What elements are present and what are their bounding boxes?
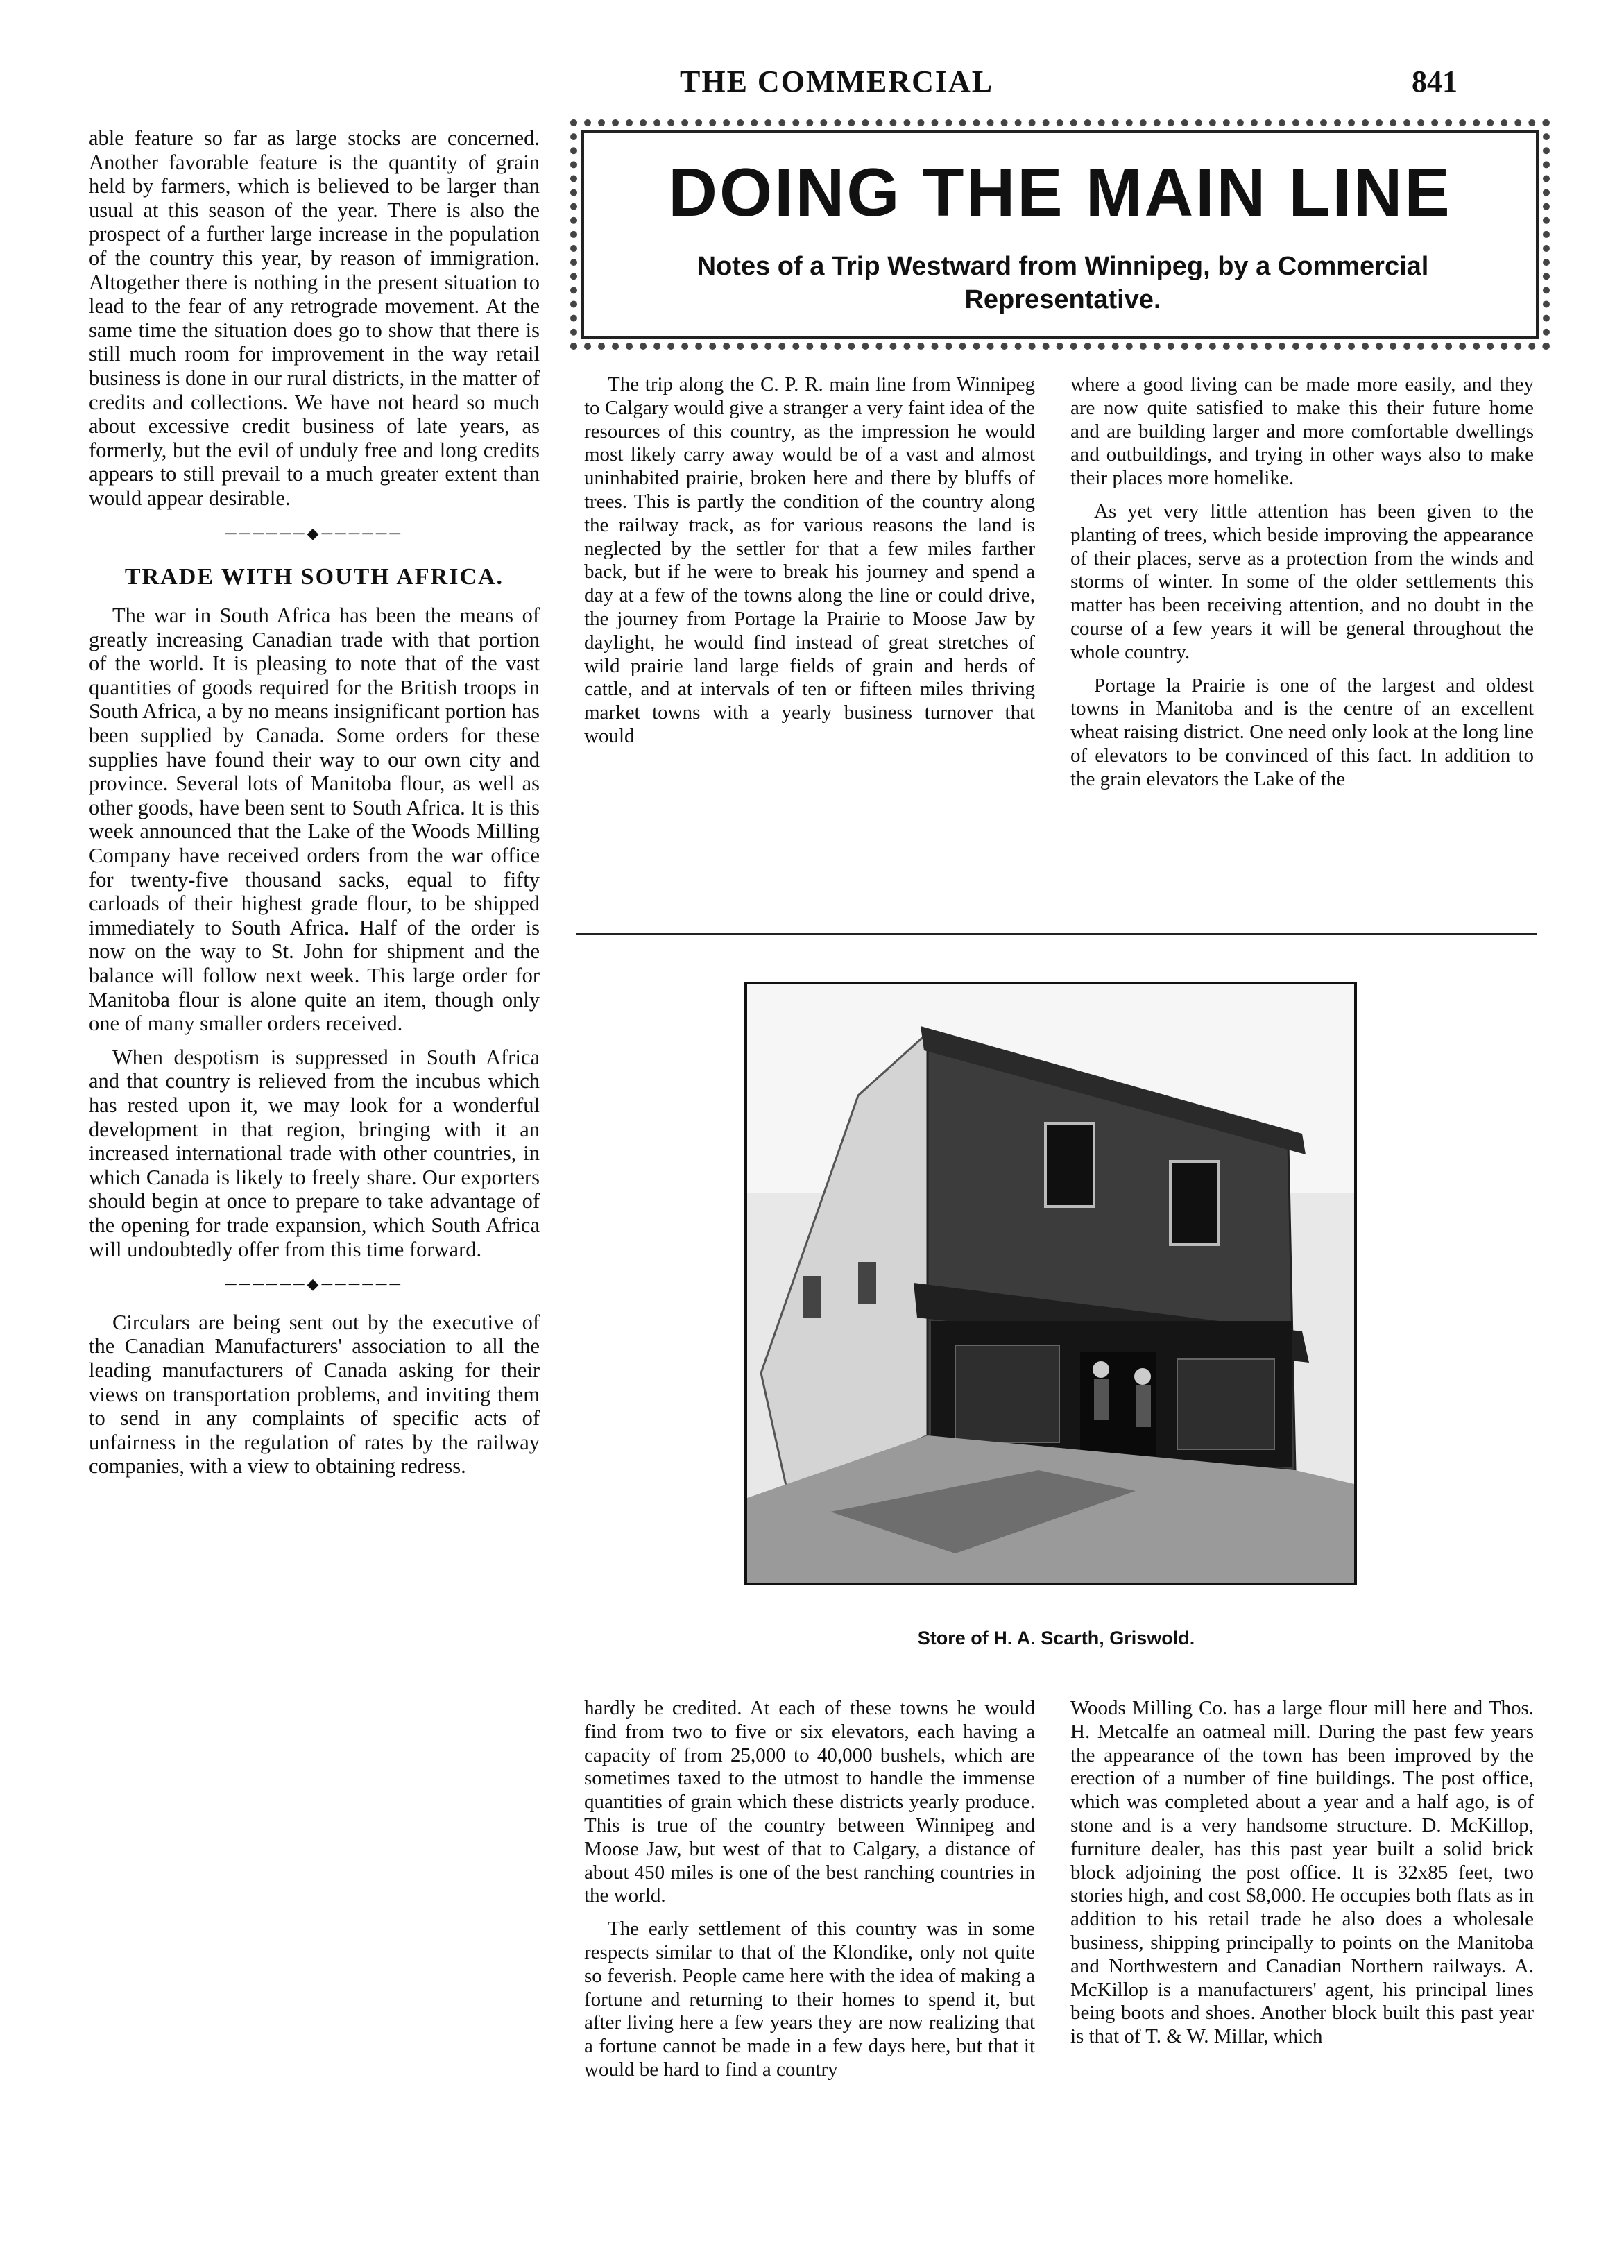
journal-name: THE COMMERCIAL: [680, 65, 994, 99]
article-title-box: [581, 130, 1539, 339]
left-column: [89, 126, 540, 1488]
body-paragraph: Portage la Prairie is one of the largest and oldest towns in Manitoba and is the centre of an excellent wheat raising district. One need only look at the long line of elevators to be convinced of this fact. In addition to the grain elevators the Lake of the: [1070, 674, 1534, 790]
body-paragraph: As yet very little attention has been given to the planting of trees, which beside improving the appearance of their places, serve as a protection from the winds and storms of winter. In some of the older settlements this matter has been receiving attention, and no doubt in the course of a few years it will be general throughout the whole country.: [1070, 500, 1534, 663]
body-paragraph: The early settlement of this country was in some respects similar to that of the Klondike, only not quite so feverish. People came here with the idea of making a fortune and returning to their homes to spend it, but after living here a few years they are now realizing that a fortune cannot be made in a few days here, but that it would be hard to find a country: [584, 1918, 1035, 2081]
body-paragraph: The war in South Africa has been the means of greatly increasing Canadian trade with that portion of the world. It is pleasing to note that of the vast quantities of goods required for the British troops in South Africa, a by no means insignificant portion has been supplied by Canada. Some orders for these supplies have found their way to our own city and province. Several lots of Manitoba flour, as well as other goods, have been sent to South Africa. It is this week announced that the Lake of the Woods Milling Company have received orders from the war office for twenty-five thousand sacks, equal to fifty carloads of their highest grade flour, to be shipped immediately to South Africa. Half of the order is now on the way to St. John for shipment and the balance will follow next week. This large order for Manitoba flour is alone quite an item, though only one of many smaller orders received.: [89, 604, 540, 1036]
body-paragraph: Woods Milling Co. has a large flour mill here and Thos. H. Metcalfe an oatmeal mill. During the past few years the appearance of the town has been improved by the erection of a number of fine buildings. The post office, which was completed about a year and a half ago, is of stone and is a very handsome structure. D. McKillop, furniture dealer, has this past year built a solid brick block adjoining the post office. It is 32x85 feet, two stories high, and cost $8,000. He occupies both flats as in addition to his retail trade he also does a wholesale business, shipping principally to points on the Manitoba and Northwestern and Canadian Northern railways. A. McKillop is a manufacturers' agent, his principal lines being boots and shoes. Another block built this past year is that of T. & W. Millar, which: [1070, 1697, 1534, 2048]
article-bottom-column-2: [584, 1697, 1035, 2092]
body-paragraph: When despotism is suppressed in South Africa and that country is relieved from the incubus which has rested upon it, we may look for a wonderful development in that region, bringing with it an increased international trade with other countries, in which Canada is likely to freely share. Our exporters should begin at once to prepare to take advantage of the opening for trade expansion, which South Africa will undoubtedly offer from this time forward.: [89, 1045, 540, 1261]
column-rule: [576, 933, 1537, 935]
article-title: DOING THE MAIN LINE: [668, 154, 1452, 230]
section-heading: TRADE WITH SOUTH AFRICA.: [124, 564, 504, 590]
divider-ornament: ──────◆──────: [225, 1275, 403, 1293]
store-photograph: [744, 982, 1357, 1585]
article-bottom-column-3: [1070, 1697, 1534, 2058]
body-paragraph: The trip along the C. P. R. main line from Winnipeg to Calgary would give a stranger a very faint idea of the resources of this country, as the impression he would most likely carry away would be of a vast and almost uninhabited prairie, broken here and there by bluffs of trees. This is partly the condition of the country along the railway track, as for various reasons the land is neglected by the settler for that a few miles farther back, but if he were to break his journey and spend a day at a few of the towns along the line or could drive, the journey from Portage la Prairie to Moose Jaw by daylight, he would find instead of great stretches of wild prairie land large fields of grain and herds of cattle, and at intervals of ten or fifteen miles thriving market towns with a yearly business turnover that would: [584, 373, 1035, 747]
article-top-column-2: [584, 373, 1035, 758]
running-head: [0, 64, 1624, 105]
article-top-column-3: [1070, 373, 1534, 801]
page-number: 841: [1412, 65, 1458, 99]
article-subtitle: Notes of a Trip Westward from Winnipeg, by a Commercial Representative.: [696, 252, 1429, 314]
divider-ornament: ──────◆──────: [225, 524, 403, 542]
closing-paragraph: Circulars are being sent out by the executive of the Canadian Manufacturers' association to all the leading manufacturers of Canada asking for their views on transportation problems, and inviting them to send in any complaints of specific acts of unfairness in the regulation of rates by the railway companies, with a view to obtaining redress.: [89, 1310, 540, 1478]
building-image: [747, 984, 1354, 1583]
intro-paragraph: able feature so far as large stocks are concerned. Another favorable feature is the quantity of grain held by farmers, which is believed to be larger than usual at this season of the year. There is also the prospect of a further large increase in the population of the country this year, by reason of immigration. Altogether there is nothing in the present situation to lead to the fear of any retrograde movement. At the same time the situation does go to show that there is still much room for improvement in the way retail business is done in our rural districts, in the matter of credits and collections. We have not heard so much about excessive credit business of late years, as formerly, but the evil of unduly free and long credits appears to still prevail to a much greater extent than would appear desirable.: [89, 126, 540, 510]
body-paragraph: where a good living can be made more easily, and they are now quite satisfied to make this their future home and are building larger and more comfortable dwellings and outbuildings, and trying in other ways also to make their places more homelike.: [1070, 373, 1534, 490]
photo-caption: Store of H. A. Scarth, Griswold.: [917, 1628, 1195, 1648]
body-paragraph: hardly be credited. At each of these towns he would find from two to five or six elevators, each having a capacity of from 25,000 to 40,000 bushels, which are sometimes taxed to the utmost to handle the immense quantities of grain which these districts yearly produce. This is true of the country between Winnipeg and Moose Jaw, but west of that to Calgary, a distance of about 450 miles is one of the best ranching countries in the world.: [584, 1697, 1035, 1907]
